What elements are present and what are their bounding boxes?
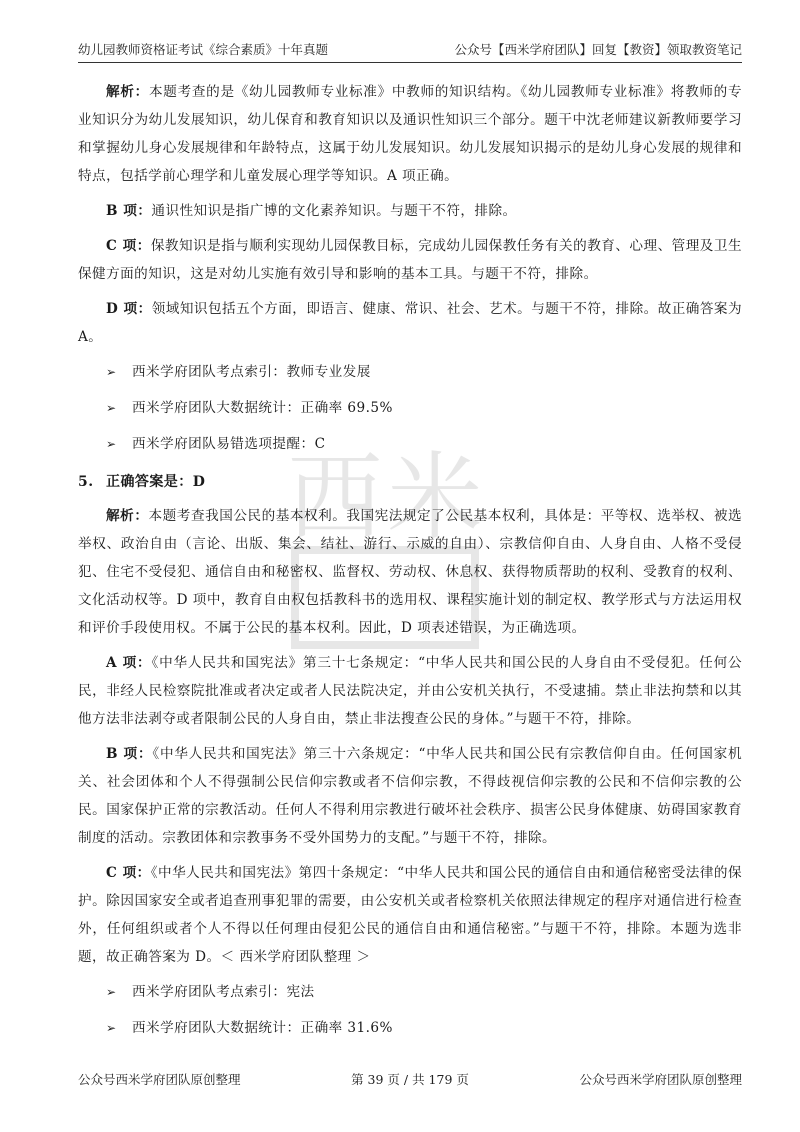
- q5-option-b-label: B 项：: [106, 746, 153, 762]
- q4-option-c: [78, 232, 742, 288]
- q4-option-d-text: 领域知识包括五个方面，即语言、健康、常识、社会、艺术。与题干不符，排除。故正确答案为 A。: [78, 301, 742, 345]
- arrow-bullet-icon: ➢: [106, 985, 117, 999]
- q4-option-b-text: 通识性知识是指广博的文化素养知识。与题干不符，排除。: [151, 203, 517, 219]
- q4-bullet-pitfall: [78, 430, 742, 458]
- q4-bullet-stats-text: 西米学府团队大数据统计：正确率 69.5%: [132, 400, 393, 416]
- q4-option-b: [78, 197, 742, 225]
- q4-option-c-label: C 项：: [106, 238, 151, 254]
- q4-bullet-stats: [78, 394, 742, 422]
- watermark-char-1: 西: [287, 443, 383, 553]
- header-right-note: 公众号【西米学府团队】回复【教资】领取教资笔记: [454, 42, 742, 57]
- q4-analysis: [78, 78, 742, 190]
- q5-option-a-label: A 项：: [106, 655, 152, 671]
- q4-analysis-label: 解析：: [106, 84, 150, 100]
- page-number: 第 39 页 / 共 179 页: [351, 1072, 469, 1087]
- q4-option-c-text: 保教知识是指与顺利实现幼儿园保教目标，完成幼儿园保教任务有关的教育、心理、管理及卫生保健方面的知识，这是对幼儿实施有效引导和影响的基本工具。与题干不符，排除。: [78, 238, 742, 282]
- arrow-bullet-icon: ➢: [106, 437, 117, 451]
- q4-bullet-topic: [78, 358, 742, 386]
- page-header: [78, 36, 742, 63]
- footer-right: 公众号西米学府团队原创整理: [579, 1072, 742, 1087]
- q5-option-c-text: 《中华人民共和国宪法》第四十条规定：“中华人民共和国公民的通信自由和通信秘密受法律的保护。除因国家安全或者追查刑事犯罪的需要，由公安机关或者检察机关依照法律规定的程序对通信进行检查外，任何组织或者个人不得以任何理由侵犯公民的通信自由和通信秘密。”与题干不符，排除。本题为选非题，故正确答案为 D。＜ 西米学府团队整理 ＞: [78, 865, 742, 965]
- q5-bullet-stats-text: 西米学府团队大数据统计：正确率 31.6%: [132, 1020, 393, 1036]
- q4-option-d-label: D 项：: [106, 301, 152, 317]
- header-left-title: 幼儿园教师资格证考试《综合素质》十年真题: [78, 42, 329, 57]
- q5-option-c-label: C 项：: [106, 865, 151, 881]
- q5-analysis-label: 解析：: [106, 508, 149, 524]
- q4-option-d: [78, 295, 742, 351]
- arrow-bullet-icon: ➢: [106, 1021, 117, 1035]
- q5-bullet-topic-text: 西米学府团队考点索引：宪法: [132, 984, 315, 1000]
- q5-number: 5.: [78, 474, 94, 490]
- q4-analysis-text: 本题考查的是《幼儿园教师专业标准》中教师的知识结构。《幼儿园教师专业标准》将教师的专业知识分为幼儿发展知识，幼儿保育和教育知识以及通识性知识三个部分。题干中沈老师建议新教师要学习和掌握幼儿身心发展规律和年龄特点，这属于幼儿发展知识。幼儿发展知识揭示的是幼儿身心发展的规律和特点，包括学前心理学和儿童发展心理学等知识。A 项正确。: [78, 84, 742, 184]
- q5-bullet-stats: [78, 1014, 742, 1042]
- q5-option-c: [78, 859, 742, 971]
- q4-bullet-pitfall-text: 西米学府团队易错选项提醒：C: [132, 436, 326, 452]
- page-footer: [78, 1070, 742, 1092]
- q5-analysis: [78, 502, 742, 642]
- q5-option-a-text: 《中华人民共和国宪法》第三十七条规定：“中华人民共和国公民的人身自由不受侵犯。任何公民，非经人民检察院批准或者决定或者人民法院决定，并由公安机关执行，不受逮捕。禁止非法拘禁和以其他方法非法剥夺或者限制公民的人身自由，禁止非法搜查公民的身体。”与题干不符，排除。: [78, 655, 742, 727]
- q5-analysis-text: 本题考查我国公民的基本权利。我国宪法规定了公民基本权利，具体是：平等权、选举权、被选举权、政治自由（言论、出版、集会、结社、游行、示威的自由）、宗教信仰自由、人身自由、人格不受侵犯、住宅不受侵犯、通信自由和秘密权、监督权、劳动权、休息权、获得物质帮助的权利、受教育的权利、文化活动权等。D 项中，教育自由权包括教科书的选用权、课程实施计划的制定权、教学形式与方法运用权和评价手段使用权。不属于公民的基本权利。因此，D 项表述错误，为正确选项。: [78, 508, 742, 636]
- q5-answer-heading: [78, 468, 742, 496]
- arrow-bullet-icon: ➢: [106, 365, 117, 379]
- watermark-char-2: 米: [387, 443, 483, 553]
- q4-bullet-topic-text: 西米学府团队考点索引：教师专业发展: [132, 364, 371, 380]
- q5-bullet-topic: [78, 978, 742, 1006]
- q5-option-b: [78, 740, 742, 852]
- document-body: [78, 78, 742, 1050]
- q4-option-b-label: B 项：: [106, 203, 152, 219]
- q5-option-a: [78, 649, 742, 733]
- q5-option-b-text: 《中华人民共和国宪法》第三十六条规定：“中华人民共和国公民有宗教信仰自由。任何国家机关、社会团体和个人不得强制公民信仰宗教或者不信仰宗教，不得歧视信仰宗教的公民和不信仰宗教的公民。国家保护正常的宗教活动。任何人不得利用宗教进行破坏社会秩序、损害公民身体健康、妨碍国家教育制度的活动。宗教团体和宗教事务不受外国势力的支配。”与题干不符，排除。: [78, 746, 743, 846]
- footer-left: 公众号西米学府团队原创整理: [78, 1072, 241, 1087]
- q5-answer-text: 正确答案是：D: [106, 474, 206, 490]
- arrow-bullet-icon: ➢: [106, 401, 117, 415]
